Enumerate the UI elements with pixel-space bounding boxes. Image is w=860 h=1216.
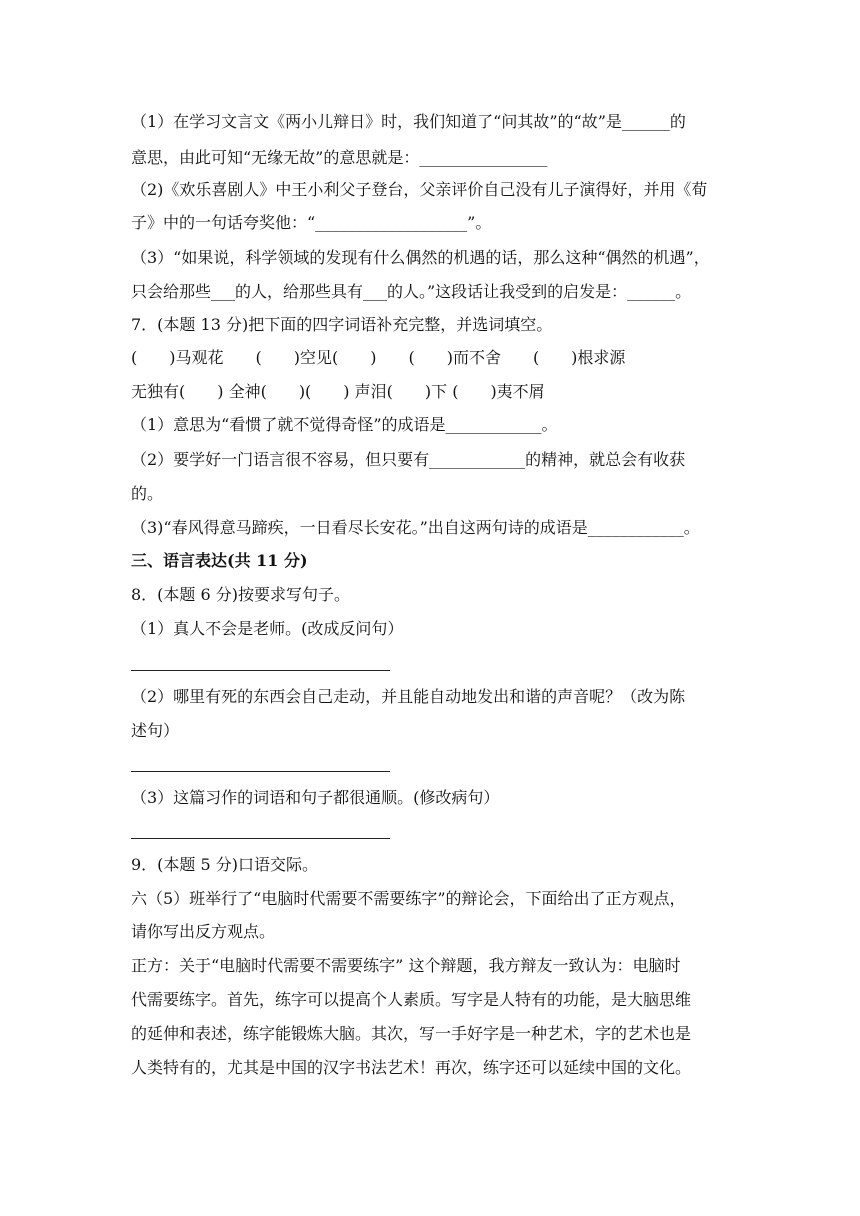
- q6-3-line-2: 只会给那些___的人，给那些具有___的人。”这段话让我受到的启发是：______。: [131, 282, 692, 301]
- q7-idioms-row-2: 无独有( ) 全神( )( ) 声泪( )下 ( )夷不屑: [131, 382, 545, 401]
- q8-1: （1）真人不会是老师。(改成反问句）: [131, 619, 404, 638]
- q9-pro-line-3: 的延伸和表述，练字能锻炼大脑。其次，写一手好字是一种艺术，字的艺术也是: [131, 1024, 692, 1043]
- q7-2-line-2: 的。: [131, 484, 164, 503]
- q8-2-line-2: 述句）: [131, 721, 180, 740]
- q9-intro-line-1: 六（5）班举行了“电脑时代需要不需要练字”的辩论会，下面给出了正方观点，: [131, 889, 686, 908]
- q6-2-line-2: 子》中的一句话夸奖他：“___________________”。: [131, 213, 492, 232]
- q7-2-line-1: （2）要学好一门语言很不容易，但只要有____________的精神，就总会有收获: [131, 450, 686, 469]
- q7-3: （3)“春风得意马蹄疾，一日看尽长安花。”出自这两句诗的成语是____________。: [131, 518, 700, 537]
- section-3-heading: 三、语言表达(共 11 分): [131, 551, 308, 570]
- q6-3-line-1: （3）“如果说，科学领域的发现有什么偶然的机遇的话，那么这种“偶然的机遇”，: [131, 248, 710, 267]
- q8-2-line-1: （2）哪里有死的东西会自己走动，并且能自动地发出和谐的声音呢？（改为陈: [131, 687, 686, 706]
- q8-heading: 8．(本题 6 分)按要求写句子。: [131, 585, 351, 604]
- q6-1-line-2: 意思，由此可知“无缘无故”的意思就是：________________: [131, 148, 548, 167]
- q8-3-answer-line[interactable]: [131, 838, 390, 839]
- q8-2-answer-line[interactable]: [131, 771, 390, 772]
- q9-heading: 9．(本题 5 分)口语交际。: [131, 855, 319, 874]
- q9-pro-line-4: 人类特有的，尤其是中国的汉字书法艺术！再次，练字还可以延续中国的文化。: [131, 1058, 692, 1077]
- q6-2-line-1: （2)《欢乐喜剧人》中王小利父子登台，父亲评价自己没有儿子演得好，并用《荀: [131, 180, 708, 199]
- q8-3: （3）这篇习作的词语和句子都很通顺。(修改病句）: [131, 788, 500, 807]
- q7-1: （1）意思为“看惯了就不觉得奇怪”的成语是____________。: [131, 415, 558, 434]
- q9-intro-line-2: 请你写出反方观点。: [131, 922, 276, 941]
- q9-pro-line-1: 正方：关于“电脑时代需要不需要练字” 这个辩题，我方辩友一致认为：电脑时: [131, 956, 681, 975]
- q9-pro-line-2: 代需要练字。首先，练字可以提高个人素质。写字是人特有的功能，是大脑思维: [131, 990, 692, 1009]
- q6-1-line-1: （1）在学习文言文《两小儿辩日》时，我们知道了“问其故”的“故”是______的: [131, 112, 686, 131]
- q7-heading: 7．(本题 13 分)把下面的四字词语补充完整，并选词填空。: [131, 315, 553, 334]
- q8-1-answer-line[interactable]: [131, 670, 390, 671]
- q7-idioms-row-1: ( )马观花 ( )空见( ) ( )而不舍 ( )根求源: [131, 348, 626, 367]
